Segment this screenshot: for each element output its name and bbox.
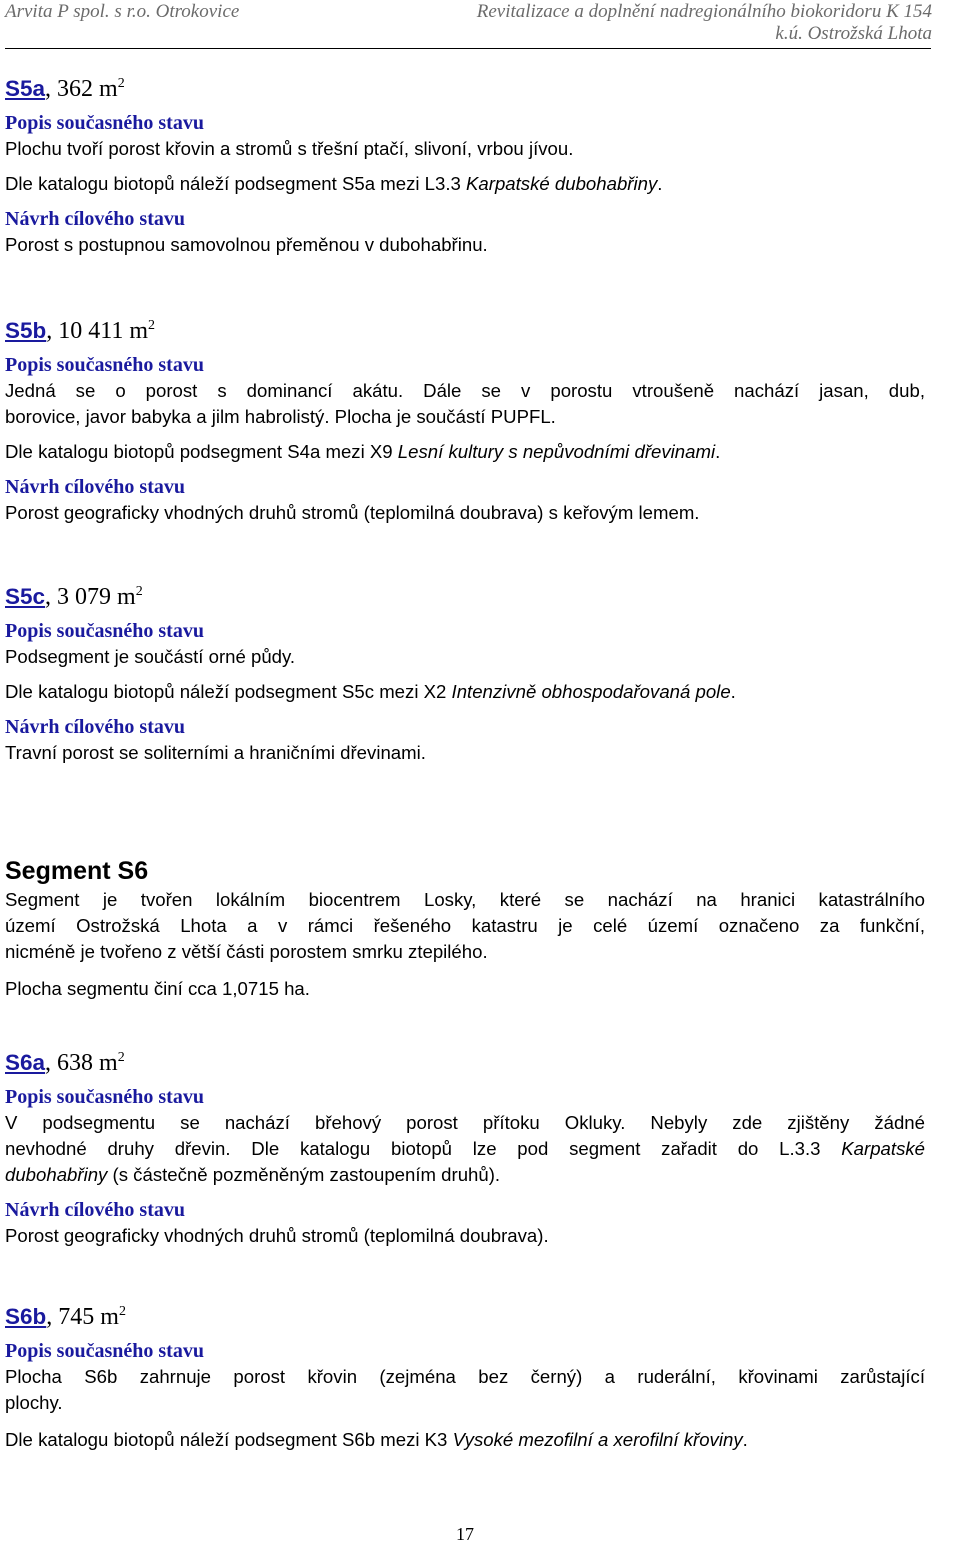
current-state-label: Popis současného stavu [5, 112, 204, 134]
target-state-label: Návrh cílového stavu [5, 1199, 185, 1221]
current-state-text: plochy. [5, 1392, 63, 1413]
subsegment-code: S5b [5, 318, 47, 343]
section-s6b [5, 1294, 925, 1453]
section-s5a [5, 66, 925, 258]
header-project-title: Revitalizace a doplnění nadregionálního biokoridoru K 154 [476, 1, 932, 22]
subsegment-heading [5, 66, 925, 110]
subsegment-code: S5a [5, 76, 46, 101]
page-number: 17 [456, 1524, 474, 1544]
subsegment-area: , 745 m [46, 1304, 119, 1330]
area-unit-exponent: 2 [135, 584, 143, 599]
header-project [477, 1, 932, 45]
current-state-label: Popis současného stavu [5, 354, 204, 376]
subsegment-code: S6b [5, 1304, 47, 1329]
subsegment-heading [5, 308, 925, 352]
area-unit-exponent: 2 [148, 318, 156, 333]
catalog-text: Dle katalogu biotopů náleží podsegment S6b mezi K3 Vysoké mezofilní a xerofilní křoviny. [5, 1429, 748, 1450]
current-state-text: nevhodné druhy dřevin. Dle katalogu biotopů lze pod segment zařadit do L.3.3 Karpatské [5, 1138, 925, 1159]
subsegment-code: S5c [5, 584, 46, 609]
subsegment-area: , 362 m [45, 76, 118, 102]
current-state-text: V podsegmentu se nachází břehový porost přítoku Okluky. Nebyly zde zjištěny žádné [5, 1112, 925, 1133]
target-state-label: Návrh cílového stavu [5, 476, 185, 498]
catalog-text: Dle katalogu biotopů náleží podsegment S5c mezi X2 Intenzivně obhospodařovaná pole. [5, 681, 736, 702]
target-state-text: Porost s postupnou samovolnou přeměnou v dubohabřinu. [5, 234, 488, 255]
header-company: Arvita P spol. s r.o. Otrokovice [5, 1, 240, 22]
current-state-text: Podsegment je součástí orné půdy. [5, 646, 296, 667]
catalog-text: Dle katalogu biotopů náleží podsegment S5a mezi L3.3 Karpatské dubohabřiny. [5, 173, 663, 194]
segment-description: Segment je tvořen lokálním biocentrem Losky, které se nachází na hranici katastrálního [5, 889, 925, 910]
current-state-text: Jedná se o porost s dominancí akátu. Dále se v porostu vtroušeně nachází jasan, dub, [5, 380, 925, 401]
section-s6a [5, 1040, 925, 1249]
current-state-label: Popis současného stavu [5, 1340, 204, 1362]
target-state-label: Návrh cílového stavu [5, 208, 185, 230]
segment-description: území Ostrožská Lhota a v rámci řešeného katastru je celé území označeno za funkční, [5, 915, 925, 936]
section-s5c [5, 574, 925, 766]
target-state-text: Porost geograficky vhodných druhů stromů (teplomilná doubrava). [5, 1225, 549, 1246]
segment-area: Plocha segmentu činí cca 1,0715 ha. [5, 978, 310, 999]
target-state-label: Návrh cílového stavu [5, 716, 185, 738]
current-state-label: Popis současného stavu [5, 620, 204, 642]
current-state-label: Popis současného stavu [5, 1086, 204, 1108]
catalog-text: Dle katalogu biotopů podsegment S4a mezi X9 Lesní kultury s nepůvodními dřevinami. [5, 441, 721, 462]
header-cadastre: k.ú. Ostrožská Lhota [775, 23, 932, 44]
target-state-text: Travní porost se soliterními a hraničními dřevinami. [5, 742, 426, 763]
current-state-text: dubohabřiny (s částečně pozměněným zastoupením druhů). [5, 1164, 501, 1185]
segment-title: Segment S6 [5, 857, 149, 885]
current-state-text: borovice, javor babyka a jilm habrolistý. Plocha je součástí PUPFL. [5, 406, 556, 427]
subsegment-area: , 3 079 m [45, 584, 136, 610]
subsegment-code: S6a [5, 1050, 46, 1075]
header-rule [5, 48, 931, 49]
target-state-text: Porost geograficky vhodných druhů stromů (teplomilná doubrava) s keřovým lemem. [5, 502, 700, 523]
subsegment-heading [5, 1294, 925, 1338]
area-unit-exponent: 2 [117, 1050, 125, 1065]
section-s5b [5, 308, 925, 526]
area-unit-exponent: 2 [118, 1304, 126, 1319]
segment-description: nicméně je tvořeno z větší části porostem smrku ztepilého. [5, 941, 488, 962]
subsegment-area: , 638 m [45, 1050, 118, 1076]
area-unit-exponent: 2 [117, 76, 125, 91]
section-s6 [5, 855, 925, 1002]
current-state-text: Plochu tvoří porost křovin a stromů s třešní ptačí, slivoní, vrbou jívou. [5, 138, 574, 159]
subsegment-heading [5, 1040, 925, 1084]
subsegment-heading [5, 574, 925, 618]
subsegment-area: , 10 411 m [46, 318, 149, 344]
current-state-text: Plocha S6b zahrnuje porost křovin (zejména bez černý) a ruderální, křovinami zarůstající [5, 1366, 925, 1387]
